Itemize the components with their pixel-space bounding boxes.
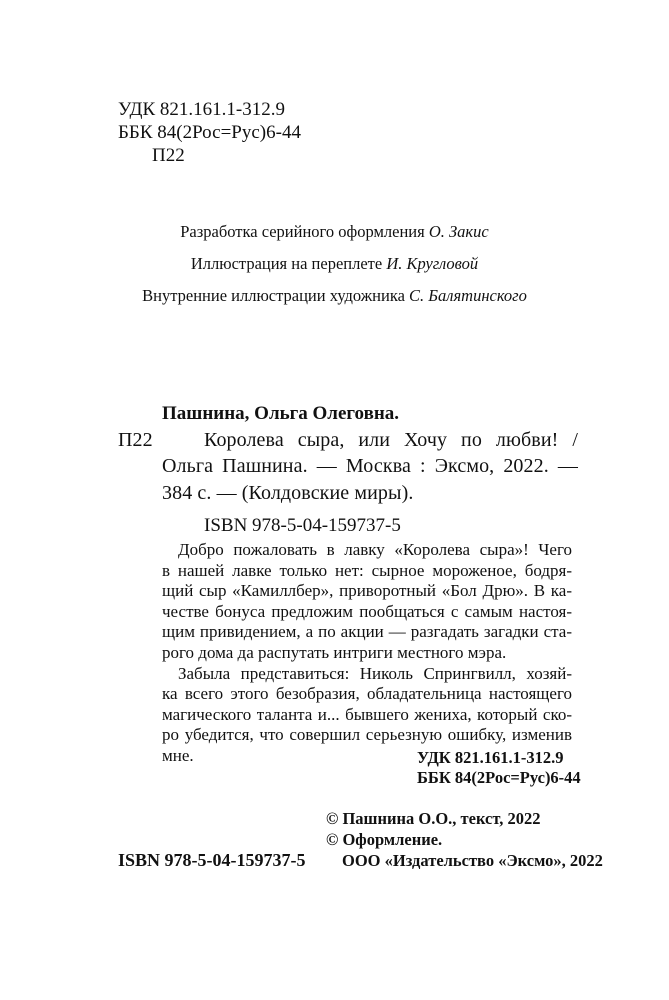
credit-cover-illustration [0, 254, 669, 274]
bbk-code-bottom: ББК 84(2Рос=Рус)6-44 [417, 768, 581, 787]
annotation-line: честве бонуса предложим пообщаться с самым настоя- [162, 601, 572, 621]
bibliographic-code: П22 [118, 429, 153, 451]
annotation [162, 540, 572, 767]
credit-label: Иллюстрация на переплете [190, 254, 383, 273]
annotation-line: мне. [162, 745, 194, 765]
credit-inner-illustrations [0, 286, 669, 306]
annotation-line: щим привидением, а по акции — разгадать загадки ста- [162, 622, 572, 642]
bibliographic-description [204, 427, 578, 454]
annotation-line: магического таланта и... бывшего жениха, который ско- [162, 704, 572, 724]
classification-top [118, 98, 301, 167]
classification-bottom [417, 748, 581, 788]
annotation-line: Добро пожаловать в лавку «Королева сыра»! Чего [178, 540, 572, 559]
bibliographic-line: 384 с. — (Колдовские миры). [162, 481, 414, 504]
isbn-bottom: ISBN 978-5-04-159737-5 [118, 850, 306, 870]
copyright-publisher-line: ООО «Издательство «Эксмо», 2022 [342, 851, 603, 870]
udk-code-bottom: УДК 821.161.1-312.9 [417, 748, 564, 767]
copyright-block [326, 808, 603, 871]
author-sign-code: П22 [152, 145, 185, 166]
bibliographic-description-cont [162, 453, 578, 506]
credit-label: Внутренние иллюстрации художника [142, 286, 405, 305]
credit-name: С. Балятинского [409, 286, 527, 305]
bibliographic-line: Ольга Пашнина. — Москва : Эксмо, 2022. — [162, 455, 578, 477]
annotation-line: рого дома да распутать интриги местного мэра. [162, 642, 507, 662]
bibliographic-author: Пашнина, Ольга Олеговна. [162, 403, 400, 424]
credit-series-design [0, 222, 669, 242]
copyright-text-line: © Пашнина О.О., текст, 2022 [326, 809, 541, 828]
annotation-line: щий сыр «Камиллбер», приворотный «Бол Дрю». В ка- [162, 581, 572, 601]
credit-name: О. Закис [428, 222, 489, 241]
annotation-line: ро убедится, что совершил серьезную ошибку, изменив [162, 725, 572, 745]
credit-name: И. Кругловой [386, 254, 479, 273]
bibliographic-line: Королева сыра, или Хочу по любви! / [204, 429, 578, 451]
annotation-line: в нашей лавке только нет: сырное мороженое, бодря- [162, 560, 572, 580]
isbn-top: ISBN 978-5-04-159737-5 [204, 515, 401, 536]
credit-label: Разработка серийного оформления [180, 222, 425, 241]
annotation-line: Забыла представиться: Николь Спрингвилл, хозяй- [178, 663, 572, 683]
annotation-line: ка всего этого безобразия, обладательница настоящего [162, 684, 572, 704]
bbk-code: ББК 84(2Рос=Рус)6-44 [118, 122, 301, 143]
copyright-design-line: © Оформление. [326, 830, 443, 849]
udk-code: УДК 821.161.1-312.9 [118, 99, 285, 120]
